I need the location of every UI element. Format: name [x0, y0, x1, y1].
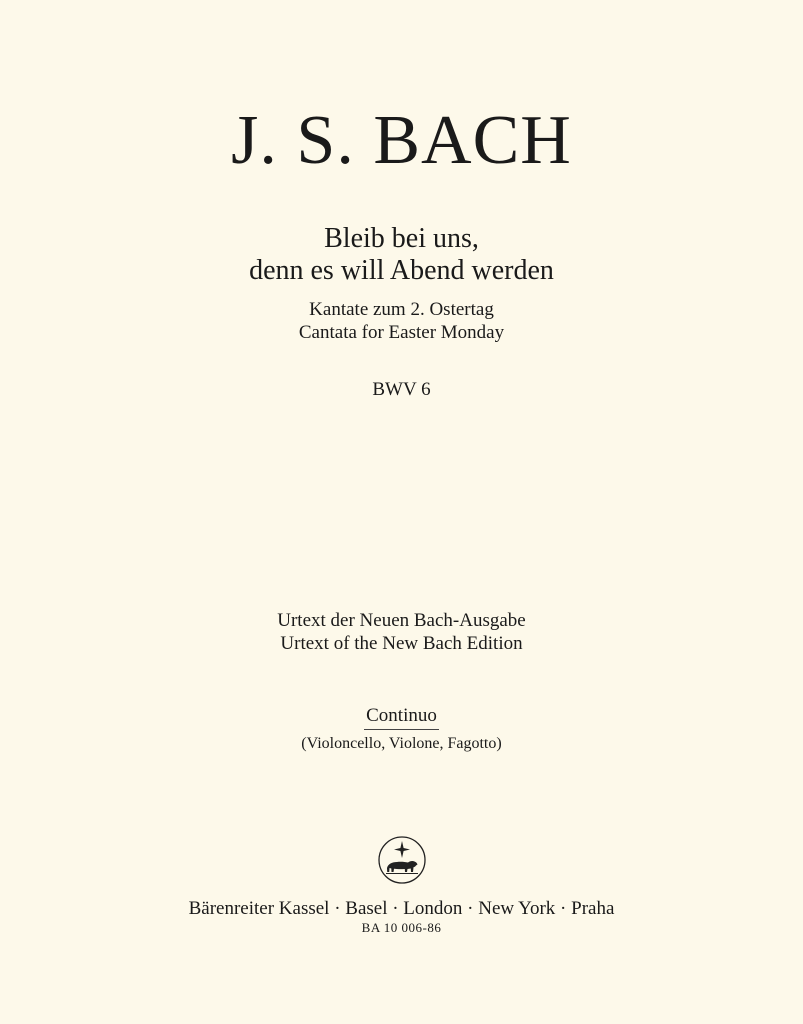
- subtitle-german: Kantate zum 2. Ostertag: [309, 299, 494, 320]
- composer-name: J. S. BACH: [231, 102, 572, 179]
- instrument-list: (Violoncello, Violone, Fagotto): [301, 735, 502, 752]
- bwv-number: BWV 6: [372, 379, 431, 400]
- edition-number: BA 10 006-86: [361, 920, 442, 935]
- part-name: Continuo: [366, 705, 437, 726]
- publisher-logo-icon: [377, 835, 427, 885]
- publisher-line: Bärenreiter Kassel · Basel · London · New York · Praha: [188, 898, 615, 919]
- work-title-line-2: denn es will Abend werden: [249, 255, 554, 286]
- urtext-english: Urtext of the New Bach Edition: [280, 633, 523, 654]
- subtitle-english: Cantata for Easter Monday: [298, 322, 505, 343]
- urtext-german: Urtext der Neuen Bach-Ausgabe: [277, 610, 526, 631]
- work-title-line-1: Bleib bei uns,: [324, 223, 479, 254]
- part-underline: [364, 729, 439, 730]
